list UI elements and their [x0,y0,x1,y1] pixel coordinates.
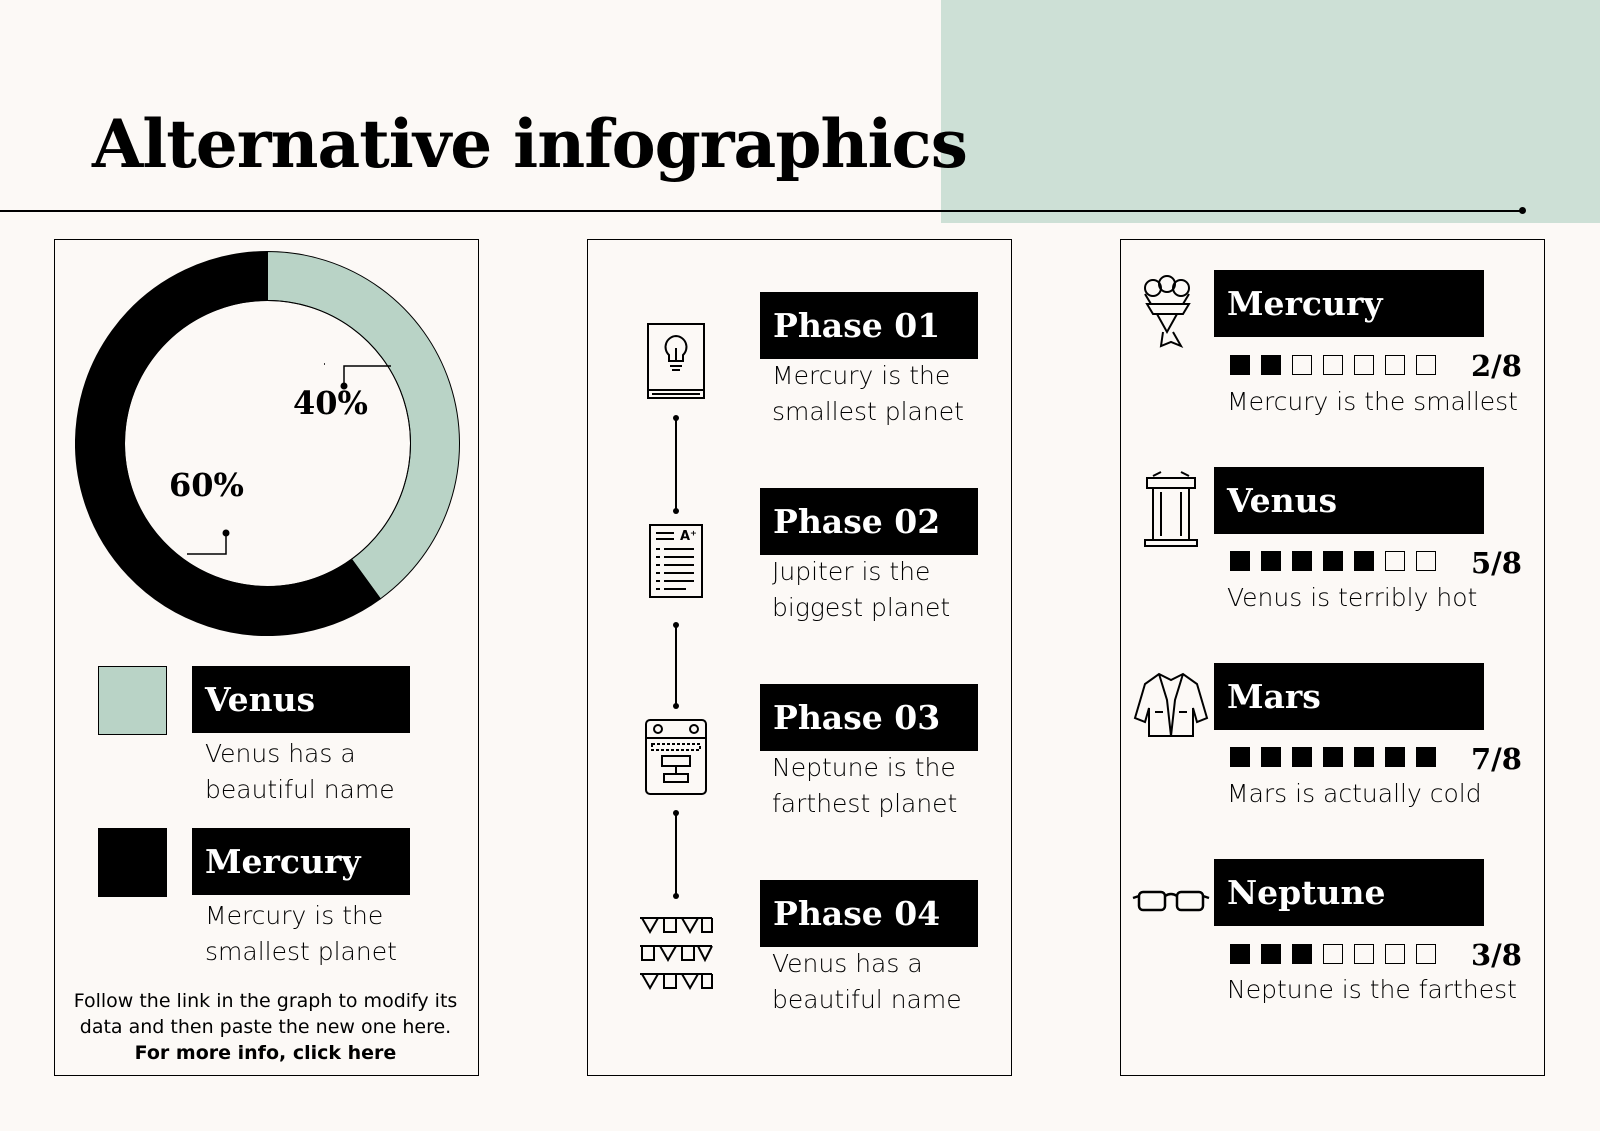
neptune-score: 3/8 [1471,938,1522,972]
rating-square-filled [1385,747,1405,767]
phase-connector [675,418,677,510]
suit-jacket-icon [1131,666,1211,746]
connector-dot [673,893,679,899]
phase-02-description: Jupiter is the biggest planet [772,557,951,622]
mercury-rating-description: Mercury is the smallest [1227,387,1518,416]
connector-dot [673,703,679,709]
page-title: Alternative infographics [92,105,967,183]
rating-square-filled [1292,551,1312,571]
phase-03-description: Neptune is the farthest planet [772,753,958,818]
rating-square-empty [1385,355,1405,375]
rating-square-filled [1292,747,1312,767]
mercury-score: 2/8 [1471,349,1522,383]
rating-square-filled [1261,747,1281,767]
rating-square-empty [1292,355,1312,375]
rating-square-filled [1323,551,1343,571]
rating-square-empty [1416,355,1436,375]
bouquet-icon [1131,274,1211,354]
rating-square-filled [1261,944,1281,964]
mercury-legend-swatch [98,828,167,897]
rating-square-empty [1323,944,1343,964]
title-divider [0,210,1524,212]
venus-score: 5/8 [1471,546,1522,580]
rating-square-filled [1230,551,1250,571]
phase-01-label: Phase 01 [760,292,978,359]
mercury-rating-label: Mercury [1214,270,1484,337]
donut-chart-card [54,239,479,1076]
neptune-rating-squares [1230,944,1436,964]
leader-line-60 [187,533,226,554]
phase-04-label: Phase 04 [760,880,978,947]
rating-square-filled [1416,747,1436,767]
rating-square-filled [1261,355,1281,375]
leader-dot-60 [223,530,230,537]
svg-text:A⁺: A⁺ [680,529,697,544]
graded-test-icon [642,523,710,603]
phase-connector [675,813,677,895]
phase-03-label: Phase 03 [760,684,978,751]
mercury-legend-description: Mercury is the smallest planet [205,901,397,966]
leader-line-40 [344,366,391,386]
footnote: Follow the link in the graph to modify its data and then paste the new one here. For more info, click here [73,990,458,1064]
rating-square-empty [1385,551,1405,571]
venus-legend-label: Venus [192,666,410,733]
phase-02-label: Phase 02 [760,488,978,555]
phase-04-description: Venus has a beautiful name [772,949,962,1014]
mars-score: 7/8 [1471,742,1522,776]
mercury-rating-squares [1230,355,1436,375]
venus-legend-description: Venus has a beautiful name [205,739,395,804]
venus-legend-swatch [98,666,167,735]
rating-square-filled [1261,551,1281,571]
phases-card [587,239,1012,1076]
rating-square-empty [1416,944,1436,964]
divider-end-dot [1519,207,1526,214]
venus-rating-description: Venus is terribly hot [1227,583,1478,612]
rating-square-filled [1323,747,1343,767]
venus-rating-squares [1230,551,1436,571]
rating-square-filled [1230,944,1250,964]
rating-square-filled [1292,944,1312,964]
rating-square-filled [1230,355,1250,375]
rating-square-empty [1354,355,1374,375]
mars-rating-squares [1230,747,1436,767]
rating-square-filled [1354,551,1374,571]
rating-square-empty [1385,944,1405,964]
accent-block [941,0,1600,223]
mercury-legend-label: Mercury [192,828,410,895]
connector-dot [673,508,679,514]
more-info-link[interactable]: For more info, click here [134,1042,397,1064]
glasses-icon [1131,862,1211,942]
rating-square-empty [1416,551,1436,571]
venus-percent-label: 40% [293,384,368,422]
rating-square-empty [1323,355,1343,375]
mercury-percent-label: 60% [169,466,244,504]
rating-square-filled [1354,747,1374,767]
lightbulb-book-icon [642,322,710,402]
neptune-rating-label: Neptune [1214,859,1484,926]
phase-01-description: Mercury is the smallest planet [772,361,964,426]
rating-square-empty [1354,944,1374,964]
venus-rating-label: Venus [1214,467,1484,534]
calendar-icon [642,718,710,798]
phase-connector [675,625,677,705]
podium-icon [1131,470,1211,550]
mars-rating-label: Mars [1214,663,1484,730]
rating-square-filled [1230,747,1250,767]
neptune-rating-description: Neptune is the farthest [1227,975,1517,1004]
donut-chart[interactable] [75,251,460,636]
ratings-card [1120,239,1545,1076]
mars-rating-description: Mars is actually cold [1227,779,1482,808]
bunting-flags-icon [638,912,714,992]
